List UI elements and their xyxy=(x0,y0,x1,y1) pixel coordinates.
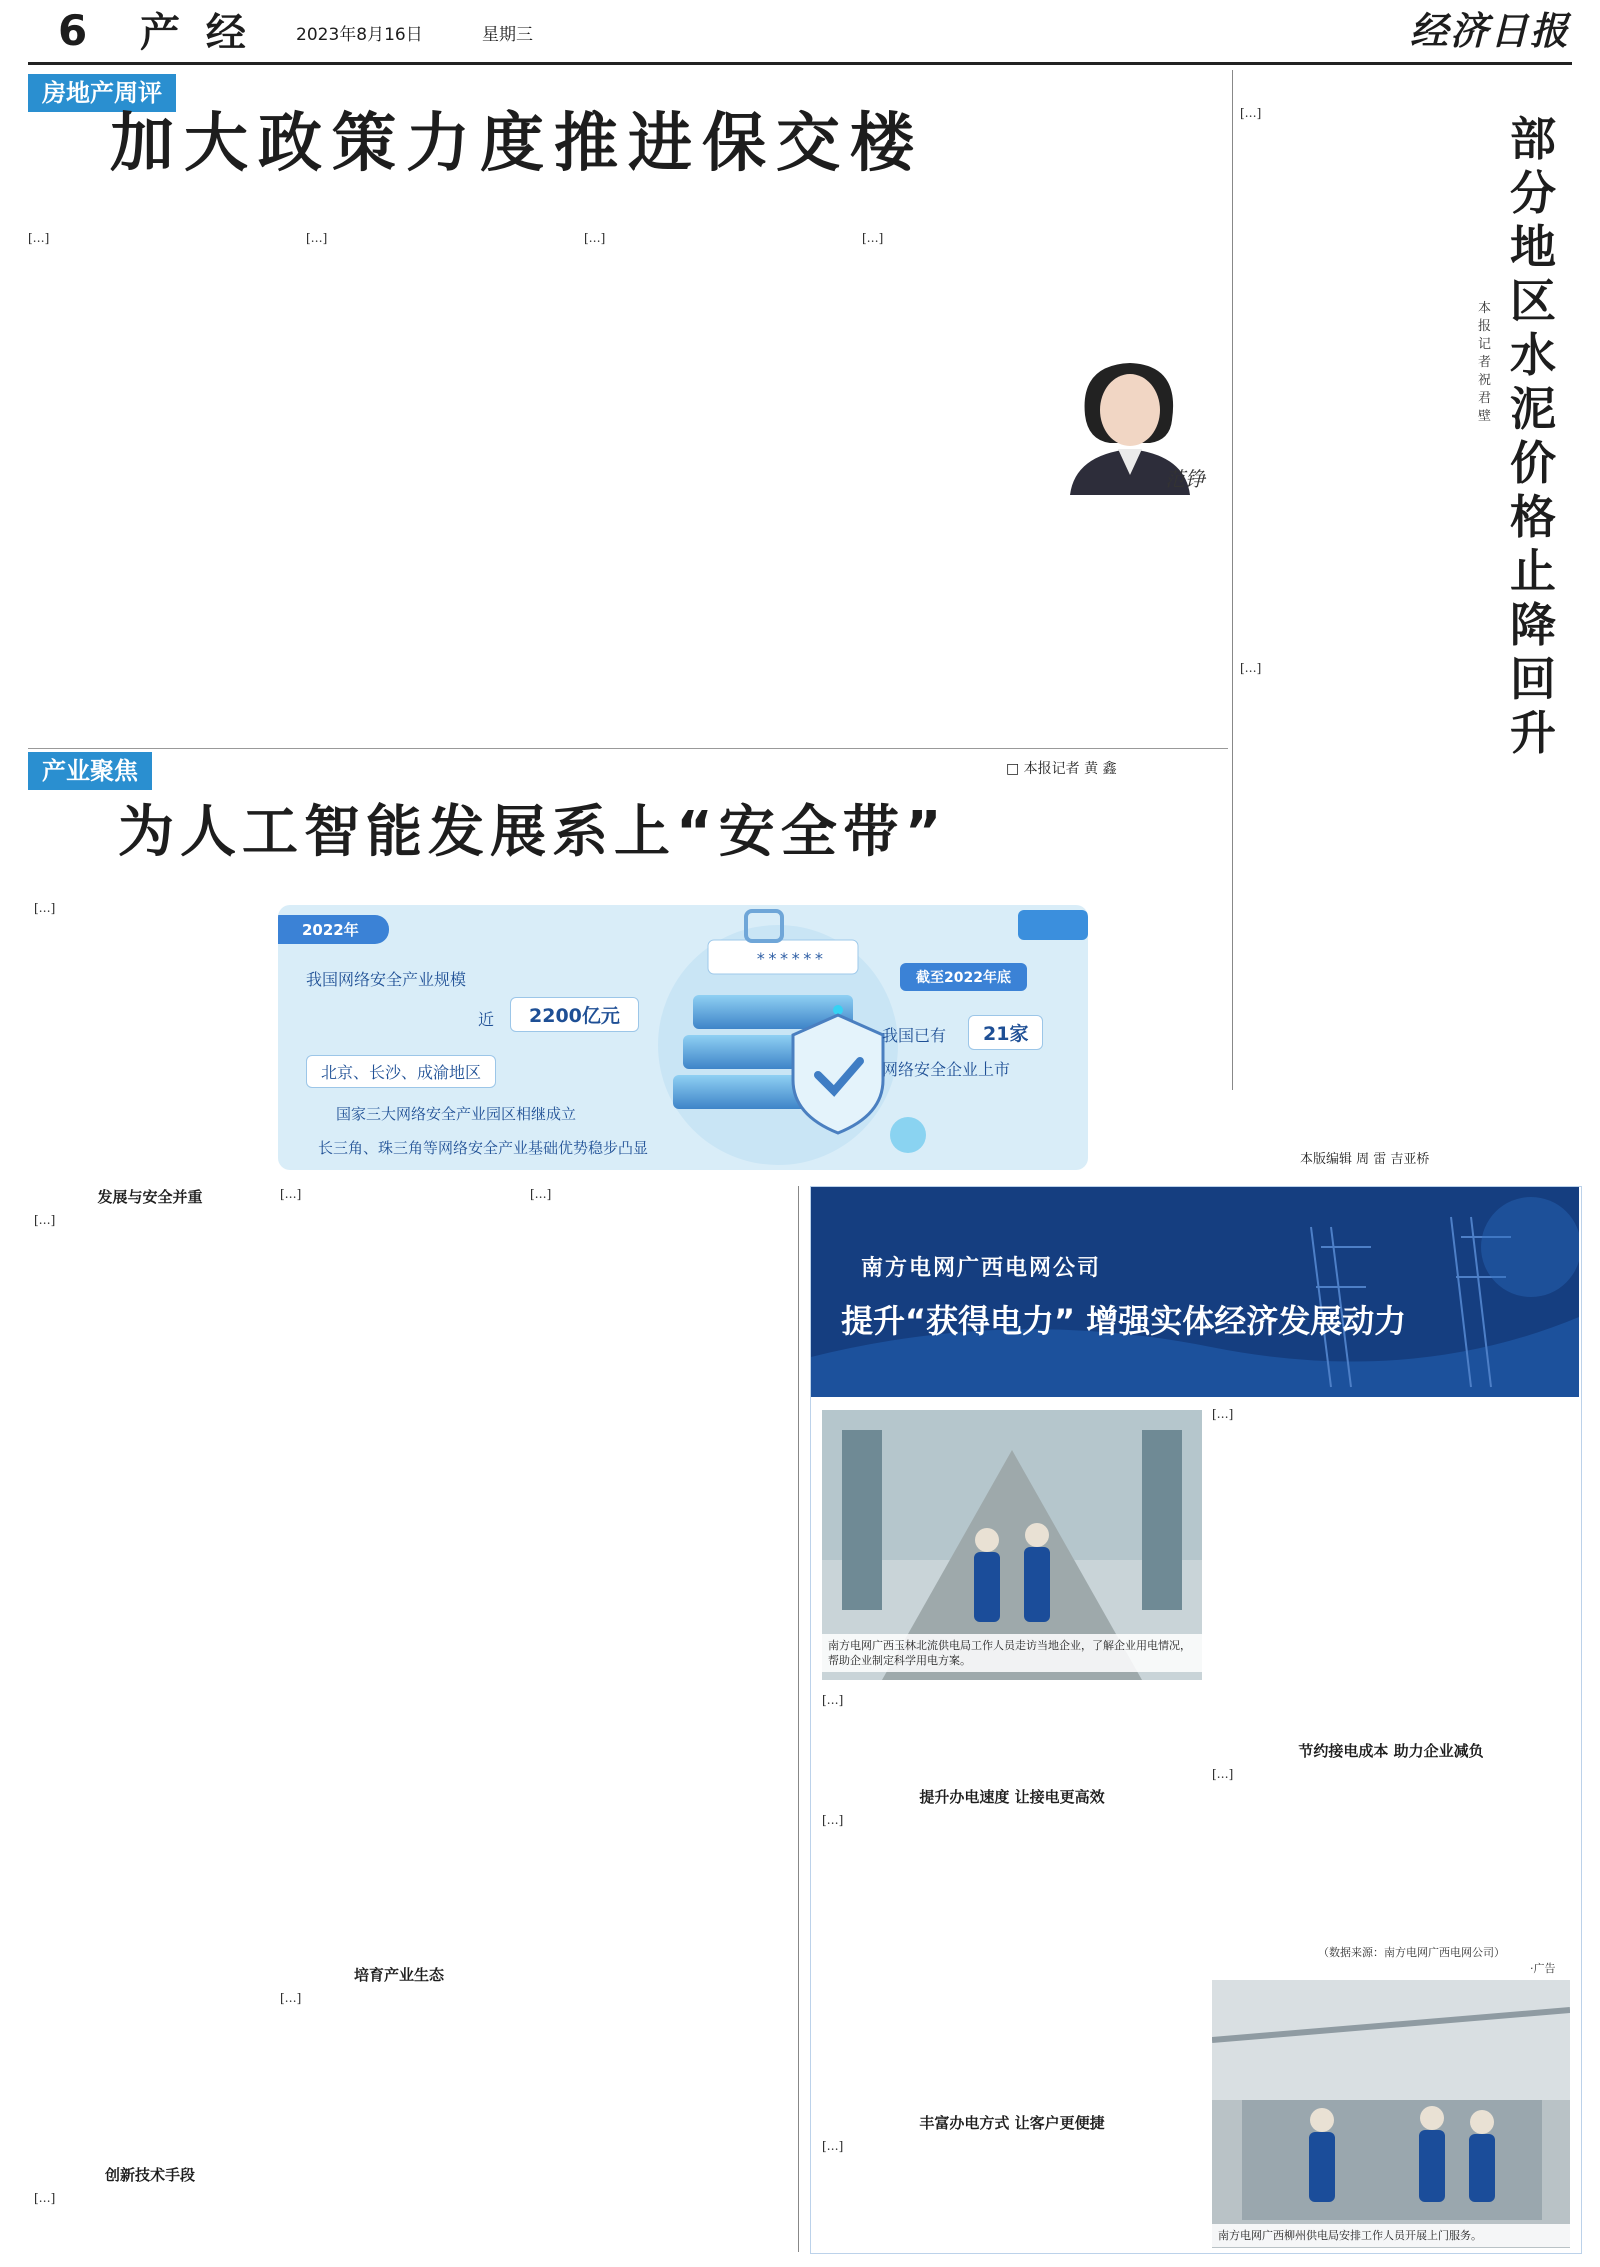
grid-banner-graphic xyxy=(811,1187,1579,1397)
columnist-signature: 范铮 xyxy=(1165,467,1205,491)
infographic-graphic xyxy=(278,905,1088,1170)
infographic-parks: 国家三大网络安全产业园区相继成立 xyxy=(336,1105,577,1123)
housing-col-2: […] xyxy=(306,231,328,245)
grid-subhead-c: 丰富办电方式 让客户更便捷 xyxy=(919,2114,1105,2132)
grid-headline: 提升“获得电力” 增强实体经济发展动力 xyxy=(841,1302,1407,1340)
ai-col-1c: […] xyxy=(34,2191,56,2205)
ai-subhead-1: 发展与安全并重 xyxy=(97,1188,203,1206)
section-name: 产 经 xyxy=(140,9,252,56)
grid-ad-mark: ·广告 xyxy=(1530,1962,1556,1975)
page-number: 6 xyxy=(58,6,88,55)
grid-col-a2: […] xyxy=(822,1813,844,1827)
infographic-scale-label: 我国网络安全产业规模 xyxy=(306,970,467,989)
housing-headline: 加大政策力度推进保交楼 xyxy=(110,107,924,181)
ai-col-2b: […] xyxy=(280,1991,302,2005)
ai-byline: □ 本报记者 黄 鑫 xyxy=(1006,761,1117,777)
page-editors: 本版编辑 周 雷 吉亚桥 xyxy=(1300,1152,1430,1167)
cement-headline: 部分地区水泥价格止降回升 xyxy=(1510,112,1556,760)
issue-weekday: 星期三 xyxy=(482,25,533,45)
grid-subhead-b: 节约接电成本 助力企业减负 xyxy=(1298,1742,1484,1760)
grid-subhead-a: 提升办电速度 让接电更高效 xyxy=(919,1788,1105,1806)
housing-divider xyxy=(1232,70,1233,1090)
cement-col-2: […] xyxy=(1240,661,1262,675)
infographic-listed-prefix: 我国已有 xyxy=(882,1026,947,1045)
infographic-near: 近 xyxy=(478,1010,495,1029)
infographic-listed-suffix: 网络安全企业上市 xyxy=(882,1060,1011,1079)
ai-subhead-3: 创新技术手段 xyxy=(104,2166,195,2184)
grid-col-a3: […] xyxy=(822,2139,844,2153)
ai-top-rule xyxy=(28,748,1228,749)
housing-col-4: […] xyxy=(862,231,884,245)
ai-col-2a: […] xyxy=(280,1187,302,1201)
grid-banner xyxy=(811,1187,1579,1397)
masthead xyxy=(0,0,1600,60)
housing-col-3: […] xyxy=(584,231,606,245)
cement-byline: 本报记者 祝君壁 xyxy=(1478,301,1492,424)
password-field-graphic: ****** xyxy=(756,949,826,968)
cement-col-1: […] xyxy=(1240,106,1262,120)
issue-date: 2023年8月16日 xyxy=(296,25,423,45)
grid-photo-2 xyxy=(1212,1980,1570,2248)
grid-col-b1: […] xyxy=(1212,1407,1234,1421)
infographic-deltas: 长三角、珠三角等网络安全产业基础优势稳步凸显 xyxy=(318,1139,649,1157)
paper-logo: 经济日报 xyxy=(1410,8,1571,53)
grid-company-name: 南方电网广西电网公司 xyxy=(861,1256,1102,1281)
ai-divider xyxy=(798,1186,799,2252)
grid-photo-1 xyxy=(822,1410,1202,1680)
ai-col-3: […] xyxy=(530,1187,552,1201)
factory-photo xyxy=(1212,1980,1570,2248)
ai-section-tag: 产业聚焦 xyxy=(28,752,152,790)
ai-col-1b: […] xyxy=(34,1213,56,1227)
infographic-end-badge: 截至2022年底 xyxy=(900,963,1027,991)
ai-headline: 为人工智能发展系上“安全带” xyxy=(118,800,948,865)
ai-subhead-2: 培育产业生态 xyxy=(353,1966,444,1984)
housing-section-tag: 房地产周评 xyxy=(28,74,176,112)
infographic-regions: 北京、长沙、成渝地区 xyxy=(306,1055,496,1088)
infographic-scale-value: 2200亿元 xyxy=(510,997,639,1032)
ai-col-1a: […] xyxy=(34,901,56,915)
grid-data-source: （数据来源：南方电网广西电网公司） xyxy=(1318,1946,1505,1959)
columnist-portrait xyxy=(1030,345,1230,495)
masthead-rule xyxy=(28,62,1572,65)
grid-col-b2: […] xyxy=(1212,1767,1234,1781)
infographic-listed-count: 21家 xyxy=(968,1015,1043,1050)
housing-col-1: […] xyxy=(28,231,50,245)
grid-col-a1: […] xyxy=(822,1693,844,1707)
grid-photo-1-caption: 南方电网广西玉林北流供电局工作人员走访当地企业，了解企业用电情况，帮助企业制定科学用电方案。 xyxy=(822,1634,1202,1672)
security-infographic xyxy=(278,905,1088,1170)
infographic-year-badge: 2022年 xyxy=(278,915,389,944)
grid-photo-2-caption: 南方电网广西柳州供电局安排工作人员开展上门服务。 xyxy=(1212,2224,1570,2247)
